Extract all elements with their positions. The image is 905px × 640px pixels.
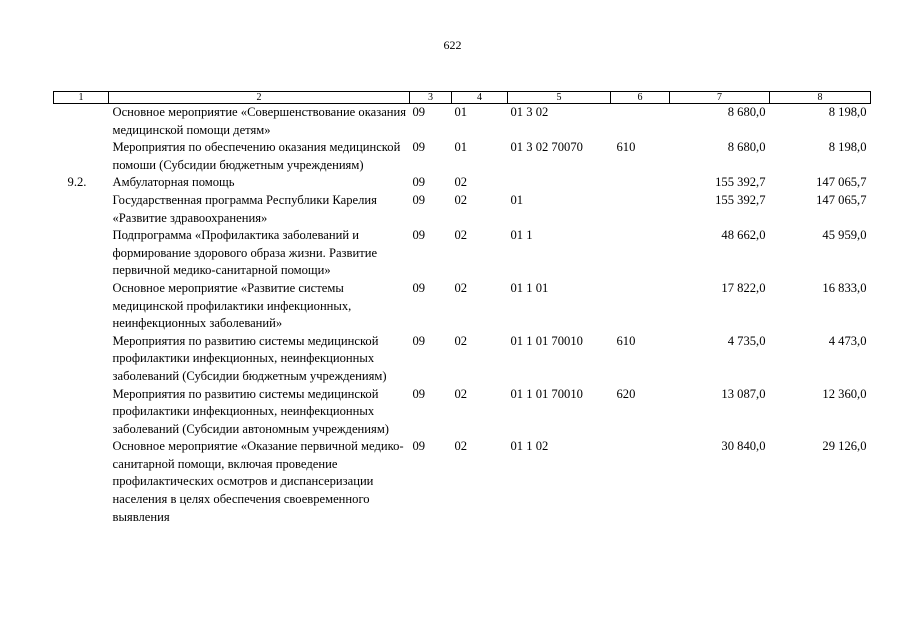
row-number (54, 438, 109, 526)
row-subsection: 02 (454, 280, 468, 295)
row-amount-year-1: 155 392,7 (715, 175, 766, 190)
table-row (54, 227, 871, 280)
row-subsection: 01 (454, 105, 468, 119)
row-section: 09 (412, 386, 426, 401)
column-header: 2 (109, 92, 410, 104)
table-row (54, 139, 871, 174)
row-target-article: 01 3 02 (510, 105, 549, 119)
table-row (54, 386, 871, 439)
row-section: 09 (412, 105, 426, 119)
row-name: Основное мероприятие «Развитие системы медицинской профилактики инфекционных, неинфекционных заболеваний» (112, 280, 352, 331)
row-target-article: 01 1 (510, 228, 533, 243)
row-amount-year-1: 48 662,0 (721, 228, 766, 243)
row-name: Мероприятия по обеспечению оказания медицинской помоши (Субсидии бюджетным учреждениям) (112, 140, 401, 172)
row-amount-year-2: 29 126,0 (822, 439, 867, 454)
row-expense-type: 610 (616, 140, 636, 155)
row-expense-type: 610 (616, 333, 636, 348)
column-header: 4 (452, 92, 508, 104)
row-name: Амбулаторная помощь (112, 175, 235, 190)
row-target-article: 01 1 01 70010 (510, 333, 583, 348)
row-target-article: 01 1 02 (510, 439, 549, 454)
row-name: Подпрограмма «Профилактика заболеваний и формирование здорового образа жизни. Развитие первичной медико-санитарной помощи» (112, 228, 378, 278)
row-number (54, 227, 109, 280)
table-row (54, 333, 871, 386)
row-expense-type (611, 227, 670, 280)
row-amount-year-2: 147 065,7 (816, 175, 867, 190)
row-subsection: 02 (454, 175, 468, 190)
row-amount-year-1: 30 840,0 (721, 439, 766, 454)
row-amount-year-2: 16 833,0 (822, 280, 867, 295)
row-amount-year-1: 155 392,7 (715, 192, 766, 207)
row-subsection: 02 (454, 228, 468, 243)
row-subsection: 02 (454, 192, 468, 207)
row-section: 09 (412, 439, 426, 454)
row-amount-year-2: 45 959,0 (822, 228, 867, 243)
column-header: 5 (508, 92, 611, 104)
row-amount-year-1: 8 680,0 (727, 140, 766, 155)
row-subsection: 02 (454, 439, 468, 454)
column-header: 1 (54, 92, 109, 104)
page-number: 622 (443, 38, 462, 52)
row-number (54, 333, 109, 386)
row-target-article (508, 174, 611, 192)
row-section: 09 (412, 228, 426, 243)
column-header: 6 (611, 92, 670, 104)
row-section: 09 (412, 175, 426, 190)
budget-table (53, 91, 871, 526)
row-name: Мероприятия по развитию системы медицинской профилактики инфекционных, неинфекционных заболеваний (Субсидии бюджетным учреждениям) (112, 333, 387, 383)
row-expense-type (611, 280, 670, 333)
row-name: Мероприятия по развитию системы медицинской профилактики инфекционных, неинфекционных заболеваний (Субсидии автономным учреждениям) (112, 386, 389, 436)
row-amount-year-2: 8 198,0 (828, 140, 867, 155)
row-amount-year-1: 8 680,0 (727, 105, 766, 119)
row-section: 09 (412, 140, 426, 155)
row-expense-type (611, 174, 670, 192)
row-section: 09 (412, 333, 426, 348)
row-amount-year-2: 4 473,0 (828, 333, 867, 348)
row-subsection: 02 (454, 386, 468, 401)
row-amount-year-1: 17 822,0 (721, 280, 766, 295)
row-expense-type (611, 438, 670, 526)
column-header: 3 (410, 92, 452, 104)
column-header: 8 (770, 92, 871, 104)
row-name: Основное мероприятие «Совершенствование оказания медицинской помощи детям» (112, 105, 407, 137)
row-expense-type (611, 192, 670, 227)
row-number (54, 139, 109, 174)
row-target-article: 01 (510, 192, 524, 207)
row-number (54, 280, 109, 333)
row-name: Основное мероприятие «Оказание первичной медико-санитарной помощи, включая проведение профилактических осмотров и диспансеризации населения в целях обеспечения своевременного выявления (112, 439, 404, 524)
row-amount-year-2: 8 198,0 (828, 105, 867, 119)
row-section: 09 (412, 280, 426, 295)
row-amount-year-2: 12 360,0 (822, 386, 867, 401)
row-amount-year-1: 4 735,0 (727, 333, 766, 348)
row-target-article: 01 3 02 70070 (510, 140, 583, 155)
row-amount-year-1: 13 087,0 (721, 386, 766, 401)
row-number (54, 104, 109, 140)
row-number: 9.2. (67, 175, 87, 190)
row-name: Государственная программа Республики Карелия «Развитие здравоохранения» (112, 192, 377, 225)
column-number-row (54, 92, 871, 104)
table-row (54, 438, 871, 526)
row-expense-type: 620 (616, 386, 636, 401)
row-subsection: 01 (454, 140, 468, 155)
row-subsection: 02 (454, 333, 468, 348)
row-number (54, 192, 109, 227)
row-expense-type (611, 104, 670, 140)
table-row (54, 280, 871, 333)
row-target-article: 01 1 01 70010 (510, 386, 583, 401)
row-number (54, 386, 109, 439)
column-header: 7 (670, 92, 770, 104)
table-row (54, 104, 871, 140)
row-amount-year-2: 147 065,7 (816, 192, 867, 207)
table-row (54, 192, 871, 227)
row-target-article: 01 1 01 (510, 280, 549, 295)
table-row (54, 174, 871, 192)
row-section: 09 (412, 192, 426, 207)
